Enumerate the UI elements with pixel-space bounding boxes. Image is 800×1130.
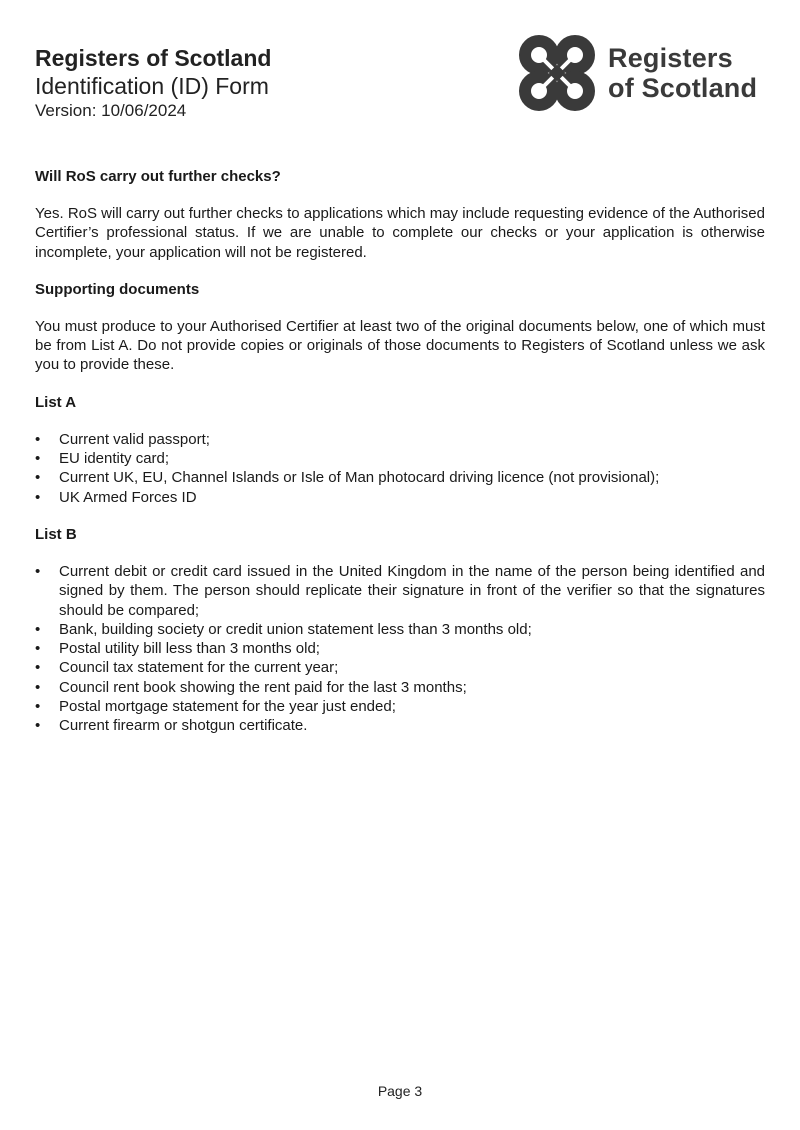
list-item (35, 430, 765, 449)
logo-line-2: of Scotland (608, 73, 758, 103)
list-item-text: Current UK, EU, Channel Islands or Isle of Man photocard driving licence (not provisional); (59, 469, 660, 487)
document-header (35, 44, 271, 122)
list-item-text: Postal mortgage statement for the year just ended; (59, 698, 396, 716)
list-item-text: Council tax statement for the current year; (59, 659, 339, 677)
bullet-icon: • (35, 488, 41, 506)
list-item (35, 716, 765, 735)
logo-line-1: Registers (608, 43, 733, 73)
list-item (35, 468, 765, 487)
bullet-icon: • (35, 717, 41, 735)
list-b (35, 562, 765, 736)
list-item (35, 639, 765, 658)
list-item (35, 562, 765, 620)
document-body (35, 167, 765, 754)
list-item-text: Current firearm or shotgun certificate. (59, 717, 308, 735)
list-item (35, 488, 765, 507)
list-b-heading: List B (35, 525, 77, 543)
list-a-heading: List A (35, 393, 77, 411)
list-item-text: Postal utility bill less than 3 months old; (59, 640, 320, 658)
list-item (35, 658, 765, 677)
list-item-text: EU identity card; (59, 450, 170, 468)
ros-knot-icon (517, 33, 597, 113)
list-item (35, 697, 765, 716)
list-item (35, 620, 765, 639)
ros-logo (517, 33, 757, 113)
checks-heading: Will RoS carry out further checks? (35, 168, 281, 185)
version-label: Version: 10/06/2024 (35, 101, 187, 120)
bullet-icon: • (35, 640, 41, 658)
logo-wordmark (608, 43, 757, 103)
org-title: Registers of Scotland (35, 45, 272, 71)
list-item (35, 449, 765, 468)
checks-paragraph: Yes. RoS will carry out further checks to applications which may include requesting evidence of the Authorised Certifier’s professional status. If we are unable to complete our checks or your application is otherwise incomplete, your application will not be registered. (35, 205, 765, 261)
bullet-icon: • (35, 620, 41, 638)
list-item (35, 678, 765, 697)
bullet-icon: • (35, 430, 41, 448)
list-item-text: UK Armed Forces ID (59, 488, 197, 506)
bullet-icon: • (35, 678, 41, 696)
bullet-icon: • (35, 562, 41, 580)
page-number: Page 3 (377, 1083, 423, 1099)
form-title: Identification (ID) Form (35, 73, 269, 99)
supporting-documents-heading: Supporting documents (35, 280, 200, 298)
list-item-text: Current debit or credit card issued in the United Kingdom in the name of the person being identified and signed by them. The person should replicate their signature in front of the verifier so that the signatures should be compared; (59, 562, 765, 619)
bullet-icon: • (35, 659, 41, 677)
bullet-icon: • (35, 450, 41, 468)
list-a (35, 430, 765, 507)
list-item-text: Current valid passport; (59, 430, 210, 448)
bullet-icon: • (35, 698, 41, 716)
bullet-icon: • (35, 469, 41, 487)
list-item-text: Council rent book showing the rent paid for the last 3 months; (59, 678, 467, 696)
supporting-documents-paragraph: You must produce to your Authorised Certifier at least two of the original documents below, one of which must be from List A. Do not provide copies or originals of those documents to Registers of Scotland unless we ask you to provide these. (35, 317, 765, 374)
list-item-text: Bank, building society or credit union statement less than 3 months old; (59, 620, 532, 638)
